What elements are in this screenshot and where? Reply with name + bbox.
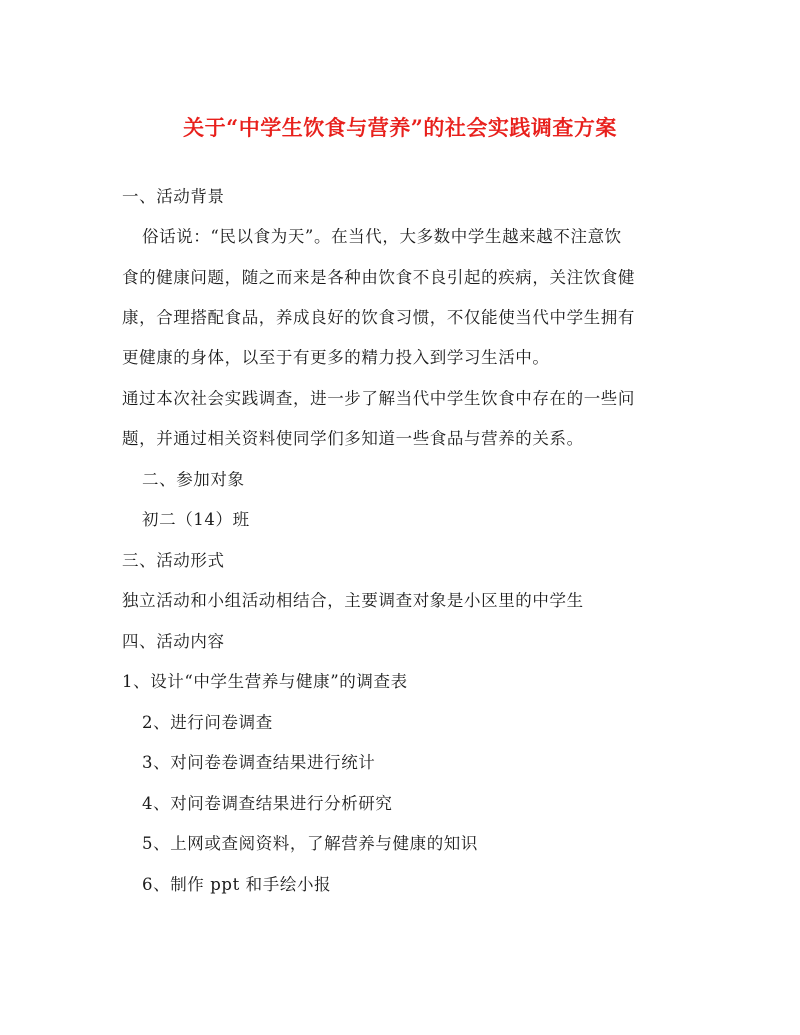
paragraph-line: 更健康的身体，以至于有更多的精力投入到学习生活中。 [122,348,550,367]
section-heading-participants: 二、参加对象 [142,470,245,489]
content-list-item: 3、对问卷卷调查结果进行统计 [142,753,376,772]
section-heading-format: 三、活动形式 [122,551,225,570]
content-list-item: 2、进行问卷调查 [142,713,273,732]
paragraph-line: 通过本次社会实践调查，进一步了解当代中学生饮食中存在的一些问 [122,389,635,408]
participants-text: 初二（14）班 [142,510,250,529]
content-list-item: 6、制作 ppt 和手绘小报 [142,875,332,894]
paragraph-line: 康，合理搭配食品，养成良好的饮食习惯，不仅能使当代中学生拥有 [122,308,635,327]
content-list-item: 5、上网或查阅资料，了解营养与健康的知识 [142,834,478,853]
format-text: 独立活动和小组活动相结合，主要调查对象是小区里的中学生 [122,591,584,610]
section-heading-background: 一、活动背景 [122,187,225,206]
document-title: 关于“中学生饮食与营养”的社会实践调查方案 [183,115,617,140]
paragraph-line: 俗话说：“民以食为天”。在当代，大多数中学生越来越不注意饮 [142,227,622,246]
paragraph-line: 食的健康问题，随之而来是各种由饮食不良引起的疾病，关注饮食健 [122,268,635,287]
content-list-item: 1、设计“中学生营养与健康”的调查表 [122,672,408,691]
section-heading-content: 四、活动内容 [122,632,225,651]
paragraph-line: 题，并通过相关资料使同学们多知道一些食品与营养的关系。 [122,429,584,448]
content-list-item: 4、对问卷调查结果进行分析研究 [142,794,393,813]
